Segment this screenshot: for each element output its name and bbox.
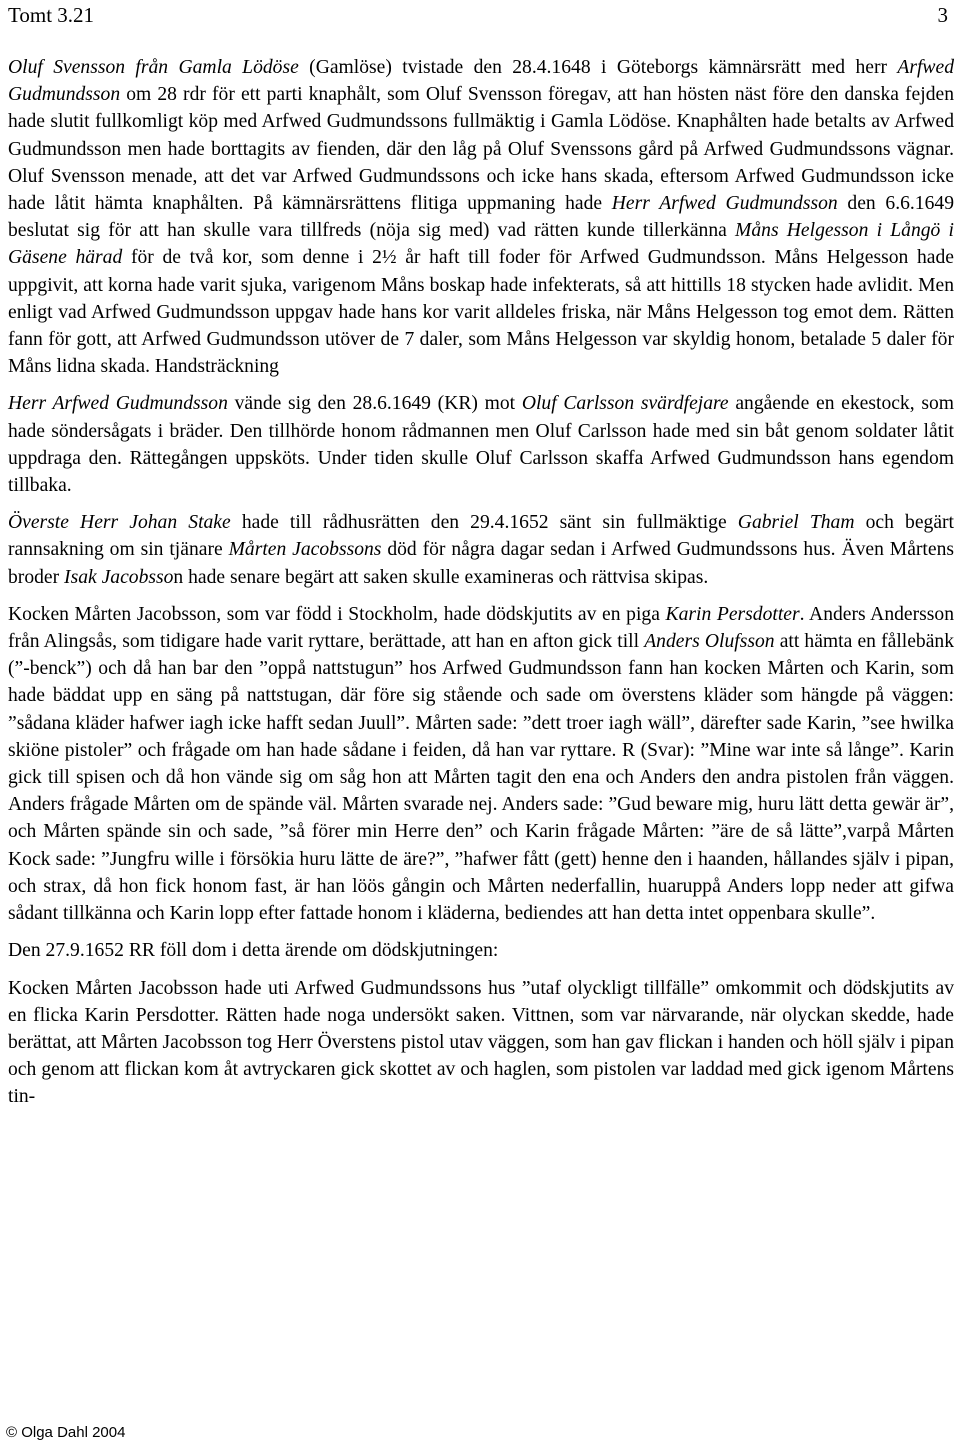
text-run: död för några dagar sedan i Arfwed Gudmundssons hus. Även Mårtens broder [8, 539, 954, 588]
italic-name-run: Herr Arfwed Gudmundsson [8, 393, 228, 415]
italic-name-run: Måns Helgesson i Långö i Gäsene härad [8, 220, 954, 269]
italic-name-run: Karin Persdotter [665, 603, 800, 625]
paragraph [8, 601, 954, 927]
text-run: . Anders Andersson från Alingsås, som tidigare hade varit ryttare, berättade, att han en afton gick till [8, 603, 954, 653]
text-run: att hämta en fållebänk (”-benck”) och då han bar den ”oppå nattstugun” hos Arfwed Gudmundsson fann han kocken Mårten och Karin, som hade bäddat upp en säng på nattstugan, där före sig stående och sade om överstens kläder som hängde på väggen: ”sådana kläder hafwer iagh icke hafft sedan Juull”. Mårten sade: ”dett troer iagh wäll”, därefter sade Karin, ”see hwilka skiöne pistoler” och frågade om han hade sådane i feiden, då han var ryttare. R (Svar): ”Mine war inte så långe”. Karin gick till spisen och då hon vände sig om såg hon att Mårten tagit den ena och Anders den andra pistolen från väggen. Anders frågade Mårten om de spände väl. Mårten svarade nej. Anders sade: ”Gud beware mig, huru lätt detta gewär är”, och Mårten spände sin och sade, ”så förer min Herre den” och Karin frågade Mårten: ”äre de så lätte”,varpå Mårten Kock sade: ”Jungfru wille i försökia huru lätte de äre?”, ”hafwer fått (gett) henne den i haanden, hållandes själv i pipan, och strax, då hon fick honom fast, är han löös gångin och Mårten nederfallin, huaruppå Anders lopp neder att gifwa sådant tillkänna och Karin lopp efter fattade honom i kläderna, bediendes att han detta intet oppenbara skulle”. [8, 631, 954, 925]
page-header [8, 2, 948, 28]
paragraph [8, 509, 954, 591]
text-run: om 28 rdr för ett parti knaphålt, som Oluf Svensson föregav, att han hösten näst före den danska fejden hade slutit fullkomligt köp med Arfwed Gudmundssons fullmäktig i Gamla Lödöse. Knaphålten hade betalts av Arfwed Gudmundsson men hade borttagits av fienden, där den låg på Oluf Svenssons gård på Arfwed Gudmundssons vägnar. Oluf Svensson menade, att det var Arfwed Gudmundssons och icke hans skada, eftersom Arfwed Gudmundsson icke hade låtit hämta knaphålten. På kämnärsrättens flitiga uppmaning hade [8, 84, 954, 215]
italic-name-run: Oluf Svensson från Gamla Lödöse [8, 57, 299, 78]
italic-name-run: Isak Jacobsso [64, 566, 174, 588]
text-run: angående en ekestock, som hade söndersågats i bräder. Den tillhörde honom rådmannen men Oluf Carlsson hade med sin båt genom soldater låtit uppdraga den. Rättegången uppsköts. Under tiden skulle Oluf Carlsson skaffa Arfwed Gudmundsson hans egendom tillbaka. [8, 393, 954, 497]
text-run: vände sig den 28.6.1649 (KR) mot [227, 393, 522, 415]
italic-name-run: Herr Arfwed Gudmundsson [611, 193, 838, 215]
italic-name-run: Överste Herr Johan Stake [8, 512, 231, 534]
page-number: 3 [937, 3, 948, 27]
text-run: Kocken Mårten Jacobsson, som var född i Stockholm, hade dödskjutits av en piga [8, 603, 666, 625]
document-body [8, 54, 954, 1121]
paragraph [8, 937, 954, 964]
text-run: och begärt rannsakning om sin tjänare [8, 512, 954, 561]
italic-name-run: Arfwed Gudmundsson [8, 57, 954, 106]
text-run: för de två kor, som denne i 2½ år haft till foder för Arfwed Gudmundsson. Måns Helgesson hade uppgivit, att korna hade varit sjuka, varigenom Måns boskap hade infekterats, så att hittills 18 stycken hade avlidit. Men enligt vad Arfwed Gudmundsson uppgav hade hans kor varit alldeles friska, när Måns Helgesson tog emot dem. Rätten fann för gott, att Arfwed Gudmundsson utöver de 7 daler, som Måns Helgesson var skyldig honom, betalade 5 daler för Måns lidna skada. Handsträckning [8, 247, 954, 378]
text-run: Den 27.9.1652 RR föll dom i detta ärende om dödskjutningen: [8, 940, 499, 962]
italic-name-run: Oluf Carlsson svärdfejare [521, 393, 729, 415]
header-title: Tomt 3.21 [8, 3, 95, 27]
text-run: (Gamlöse) tvistade den 28.4.1648 i Göteborgs kämnärsrätt med herr [298, 57, 898, 78]
italic-name-run: Gabriel Tham [737, 512, 855, 534]
text-run: n hade senare begärt att saken skulle examineras och rättvisa skipas. [173, 566, 709, 588]
italic-name-run: Mårten Jacobssons [228, 539, 382, 561]
copyright-footer: © Olga Dahl 2004 [6, 1424, 126, 1441]
text-run: Kocken Mårten Jacobsson hade uti Arfwed Gudmundssons hus ”utaf olyckligt tillfälle” omkommit och dödskjutits av en flicka Karin Persdotter. Rätten hade noga undersökt saken. Vittnen, som var närvarande, när olyckan skedde, hade berättat, att Mårten Jacobsson tog Herr Överstens pistol utav väggen, som han gav flickan i handen och höll själv i pipan och genom att flickan kom åt avtryckaren gick skottet av och haglen, som pistolen var laddad med gick igenom Mårtens tin- [8, 977, 954, 1108]
paragraph [8, 54, 954, 380]
text-run: den 6.6.1649 beslutat sig för att han skulle vara tillfreds (nöja sig med) vad rätten kunde tillerkänna [8, 193, 954, 242]
paragraph [8, 390, 954, 499]
text-run: hade till rådhusrätten den 29.4.1652 sänt sin fullmäktige [230, 512, 738, 534]
italic-name-run: Anders Olufsson [644, 631, 775, 653]
paragraph [8, 975, 954, 1111]
